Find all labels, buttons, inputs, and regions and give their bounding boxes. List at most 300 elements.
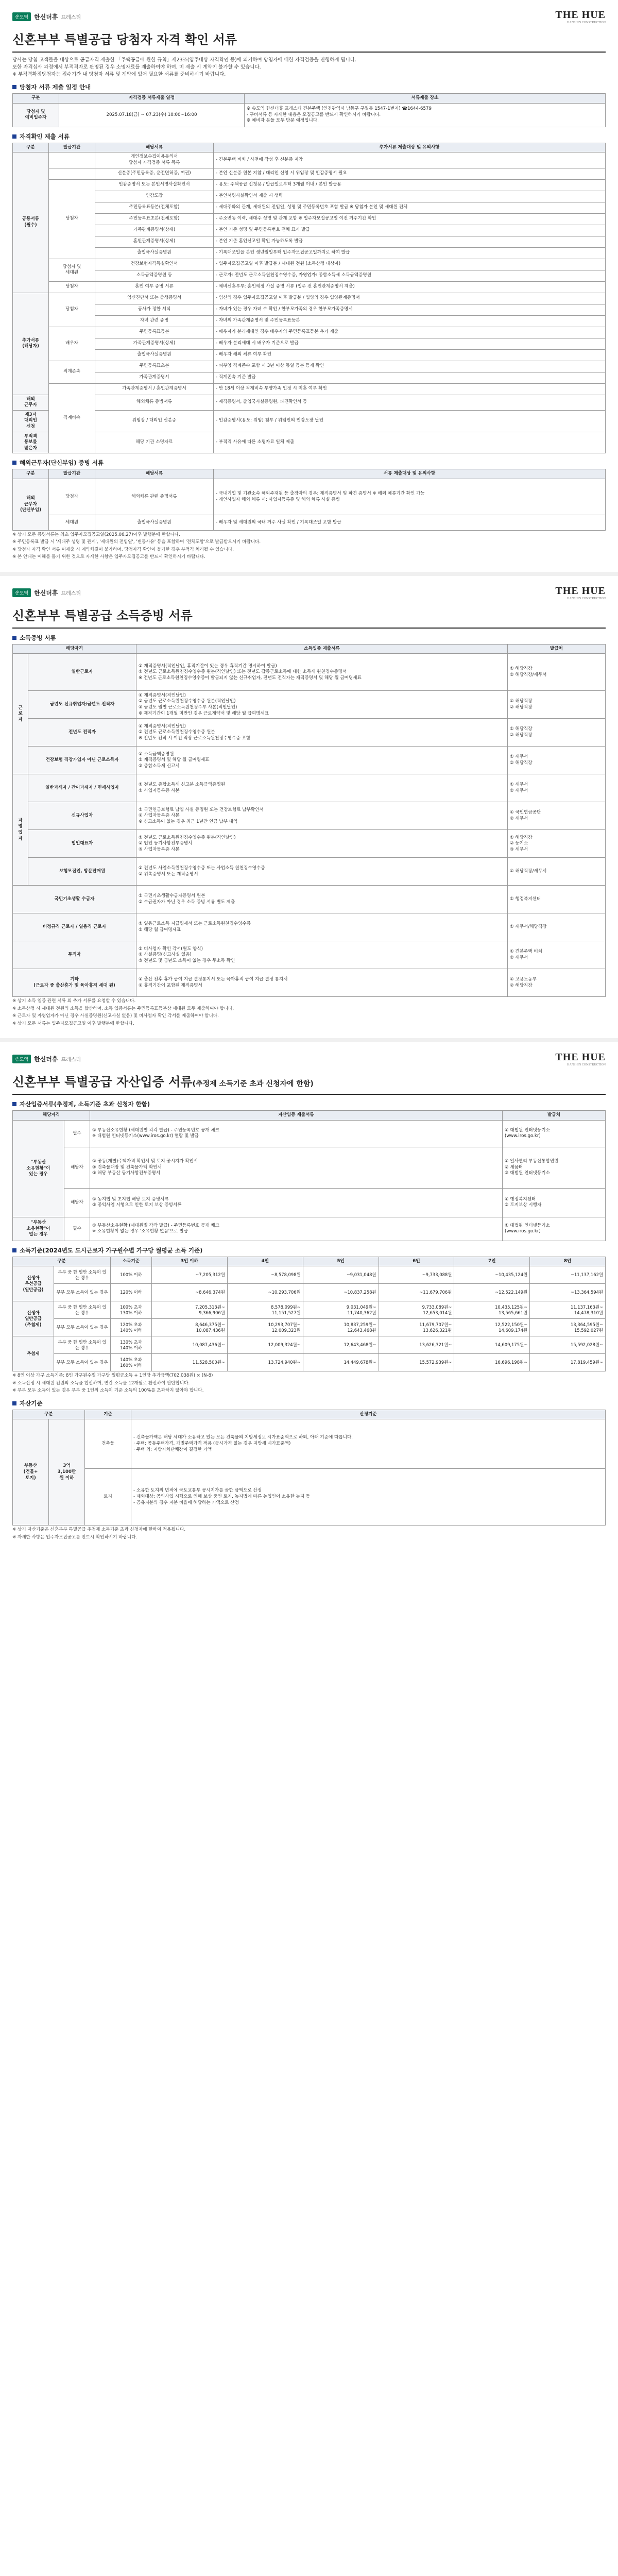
table-row [13, 410, 606, 432]
table-cell: ① 재직증명서(직인날인) ② 금년도 근로소득원천징수영수증 원본(직인날인) ③ 금년도 월별 근로소득원천징수부 사본(직인날인) ※ 재직기간이 1개월 미만인 경우 근로계약서 및 해당 월 급여명세표 [136, 691, 508, 719]
table-header: 발급기관 [49, 143, 95, 152]
table-row [13, 719, 606, 747]
footnote: ※ 본 안내는 이해를 돕기 위한 것으로 자세한 사항은 입주자모집공고를 반드시 확인하시기 바랍니다. [12, 554, 205, 560]
table-cell: 부부 모두 소득이 있는 경우 [54, 1354, 111, 1371]
table-cell: 직계존속 [49, 361, 95, 383]
table-cell: - 건축물가액은 해당 세대가 소유하고 있는 모든 건축물의 지방세정보 시가표준액으로 하되, 아래 기준에 따릅니다. · 주택: 공동주택가격, 개별주택가격 적용 (공시가격 없는 경우 지방세 시가표준액) · 주택 외: 지방자치단체장이 결정한 가액 [131, 1419, 606, 1469]
section-qualification-docs [0, 0, 618, 576]
table-cell: ~10,435,124원 [454, 1266, 530, 1284]
square-bullet-icon [12, 1248, 16, 1252]
table-cell: 주민등록표등본 [95, 327, 214, 338]
subheading [12, 459, 606, 467]
table-cell: 제3자 대리인 신청 [13, 410, 49, 432]
table-cell: ~11,679,706원 [379, 1284, 454, 1301]
table-cell: ① 공동(개별)주택가격 확인서 및 토지 공시지가 확인서 ② 건축물대장 및 건축물가액 확인서 ③ 해당 부동산 등기사항전부증명서 [90, 1147, 503, 1188]
table-cell: 건축물 [85, 1419, 131, 1469]
table-cell: 보험모집인, 방문판매원 [28, 858, 136, 886]
table-row [13, 361, 606, 372]
table-cell: 가족관계증명서(상세) [95, 225, 214, 236]
table-cell: 소득금액증명원 등 [95, 270, 214, 281]
table-cell: 14,449,678원~ [303, 1354, 379, 1371]
footnote: ※ 당첨자 자격 확인 서류 미제출 시 계약체결이 불가하며, 당첨자격 확인이 불가한 경우 부적격 처리될 수 있습니다. [12, 547, 234, 552]
table-row [13, 327, 606, 338]
table-header: 구분 [13, 469, 49, 479]
table-cell: 11,528,500원~ [152, 1354, 228, 1371]
table-cell: - 인감증명서(용도: 위임) 첨부 / 위임인의 인감도장 날인 [214, 410, 606, 432]
table-cell: ① 국민기초생활수급자증명서 원본 ② 수급권자가 아닌 경우 소득 증빙 서류 별도 제출 [136, 886, 508, 913]
brand-header [12, 9, 606, 24]
table-cell: 필수 [64, 1120, 90, 1147]
table-cell: 부부 중 한 명만 소득이 있는 경우 [54, 1266, 111, 1284]
table-row [13, 802, 606, 830]
table-row [13, 1336, 606, 1354]
square-bullet-icon [12, 636, 16, 640]
brand-name: 한신더휴 [34, 1056, 58, 1063]
table-cell: ~11,137,162원 [530, 1266, 606, 1284]
table-cell: 출입국사실증명원 [95, 247, 214, 259]
docs-table [12, 143, 606, 454]
table-header-row [13, 1257, 606, 1266]
subheading-text: 소득증빙 서류 [20, 634, 56, 641]
table-cell: 신생아 우선공급 (일반공급) [13, 1266, 54, 1301]
table-cell: ① 대법원 인터넷등기소 (www.iros.go.kr) [503, 1217, 606, 1241]
table-row [13, 1354, 606, 1371]
table-cell: - 국내기업 및 기관소속 해외주재원 등 출장자의 경우: 재직증명서 및 파견 증명서 ※ 해외 체류기간 확인 가능 - 개인사업자 해외 체류 시: 사업자등록증 및 해외 체류 사실 증빙 [214, 479, 606, 515]
table-row [13, 270, 606, 281]
table-row [13, 1147, 606, 1188]
table-cell: 120% 초과 140% 이하 [111, 1319, 152, 1336]
table-row [13, 1188, 606, 1217]
table-cell: 9,733,089원~ 12,653,014원 [379, 1301, 454, 1319]
table-header: 5인 [303, 1257, 379, 1266]
table-cell: - 세대주와의 관계, 세대원의 전입일, 성명 및 주민등록번호 포함 발급 ※ 당첨자 본인 및 세대원 전체 [214, 202, 606, 213]
table-row [13, 383, 606, 395]
subheading-text: 소득기준(2024년도 도시근로자 가구원수별 가구당 월평균 소득 기준) [20, 1246, 203, 1254]
table-row [13, 432, 606, 453]
table-cell: 근 로 자 [13, 654, 28, 774]
table-cell: ~8,646,374원 [152, 1284, 228, 1301]
table-cell: ~12,522,149원 [454, 1284, 530, 1301]
table-cell: 자 영 업 자 [13, 774, 28, 886]
brand-suffix: 프레스티 [61, 15, 81, 21]
table-row [13, 395, 606, 410]
footnote: ※ 상기 소득 입증 관련 서류 외 추가 서류를 요청할 수 있습니다. [12, 998, 136, 1004]
income-docs-table [12, 644, 606, 997]
table-cell: ① 행정복지센터 ② 토지보상 시행자 [503, 1188, 606, 1217]
table-header: 소득기준 [111, 1257, 152, 1266]
table-row [13, 1217, 606, 1241]
table-cell: 일반과세자 / 간이과세자 / 면세사업자 [28, 774, 136, 802]
footnotes [12, 998, 606, 1027]
table-cell: 12,522,150원~ 14,609,174원 [454, 1319, 530, 1336]
table-row [13, 179, 606, 191]
table-row [13, 886, 606, 913]
table-cell: 공통서류 (필수) [13, 152, 49, 293]
table-cell: 8,578,099원~ 11,151,527원 [227, 1301, 303, 1319]
table-cell: 자녀 관련 증빙 [95, 315, 214, 327]
footnotes [12, 1372, 606, 1394]
brand-left [12, 1055, 81, 1063]
logo-sub: HANSHIN CONSTRUCTION [567, 21, 606, 24]
table-cell: 해외 근무자 [13, 395, 49, 410]
the-hue-logo [555, 1052, 606, 1066]
table-cell: ① 국민연금보험료 납입 사실 증명원 또는 건강보험료 납부확인서 ② 사업자등록증 사본 ※ 신고소득이 없는 경우 최근 1년간 연금 납부 내역 [136, 802, 508, 830]
table-row [13, 225, 606, 236]
brand-header [12, 585, 606, 600]
table-cell: 17,819,459원~ [530, 1354, 606, 1371]
table-cell: 10,837,259원~ 12,643,468원 [303, 1319, 379, 1336]
logo-sub: HANSHIN CONSTRUCTION [567, 1063, 606, 1067]
table-cell: - 견본주택 비치 / 사전에 작성 후 신분증 지참 [214, 152, 606, 168]
table-cell: 추첨제 [13, 1336, 54, 1371]
table-cell: ① 세무서/해당직장 [508, 913, 606, 941]
table-cell: 위임장 / 대리인 신분증 [95, 410, 214, 432]
subheading [12, 1399, 606, 1408]
table-cell: 13,364,595원~ 15,592,027원 [530, 1319, 606, 1336]
table-row [13, 1469, 606, 1526]
table-row [13, 1284, 606, 1301]
table-cell: - 용도: 주택공급 신청용 / 발급일로부터 3개월 이내 / 본인 발급용 [214, 179, 606, 191]
table-cell: ① 일사편리 부동산통합민원 ② 세움터 ③ 대법원 인터넷등기소 [503, 1147, 606, 1188]
subheading [12, 1246, 606, 1255]
table-header: 서류제출 장소 [245, 94, 606, 104]
table-cell: 임신진단서 또는 출생증명서 [95, 293, 214, 304]
footnote: ※ 8인 이상 가구 소득기준: 8인 가구원수별 가구당 월평균소득 + 1인당 추가금액(702,038원) × (N-8) [12, 1373, 213, 1379]
subheading-text: 해외근무자(단신부임) 증빙 서류 [20, 459, 104, 467]
the-hue-logo [555, 9, 606, 24]
table-cell: 당첨자 [49, 179, 95, 259]
table-cell: - 직계존속 기준 발급 [214, 372, 606, 383]
table-cell: "부동산 소유현황"이 있는 경우 [13, 1120, 64, 1217]
logo-sub: HANSHIN CONSTRUCTION [567, 597, 606, 600]
table-row [13, 338, 606, 349]
table-cell: - 예비신혼부부: 혼인예정 사실 증명 서류 (입주 전 혼인관계증명서 제출) [214, 281, 606, 293]
table-cell: - 임신의 경우 입주자모집공고일 이후 발급분 / 입양의 경우 입양관계증명서 [214, 293, 606, 304]
page-title: 신혼부부 특별공급 소득증빙 서류 [12, 605, 606, 629]
table-header: 자격검증 서류제출 일정 [59, 94, 245, 104]
table-cell: ① 재직증명서(직인날인) ② 전년도 근로소득원천징수영수증 원본 ※ 전년도 전직 시 이전 직장 근로소득원천징수영수증 포함 [136, 719, 508, 747]
footnote: ※ 소득산정 시 세대원 전원의 소득을 합산하며, 소득 입증서류는 주민등록표등본상 세대원 모두 제출하여야 합니다. [12, 1006, 234, 1011]
table-row [13, 1120, 606, 1147]
table-header: 추가서류 제출대상 및 유의사항 [214, 143, 606, 152]
table-cell: 11,679,707원~ 13,626,321원 [379, 1319, 454, 1336]
table-cell: 주민등록표초본(전체포함) [95, 213, 214, 225]
brand-left [12, 12, 81, 21]
note: ※ 부적격확정당첨자는 접수기간 내 당첨자 서류 및 계약에 있어 필요한 서류를 준비하시기 바랍니다. [12, 71, 226, 77]
table-cell: ① 세무서 ② 세무서 [508, 774, 606, 802]
footnote: ※ 근로자 및 자영업자가 아닌 경우 사실증명원(신고사실 없음) 및 비사업자 확인 각서를 제출하여야 합니다. [12, 1013, 219, 1019]
table-cell: ① 농지법 및 초지법 해당 토지 증빙서류 ② 공익사업 시행으로 인한 토지 보상 증빙서류 [90, 1188, 503, 1217]
page-title [12, 1072, 606, 1095]
asset-docs-table [12, 1110, 606, 1241]
table-cell: 주민등록표등본(전체포함) [95, 202, 214, 213]
brand-name: 한신더휴 [34, 13, 58, 21]
table-cell: ~13,364,594원 [530, 1284, 606, 1301]
table-cell: 건강보험자격득실확인서 [95, 259, 214, 270]
table-row [13, 1319, 606, 1336]
table-header-row [13, 94, 606, 104]
table-cell [49, 168, 95, 179]
section-income-docs [0, 576, 618, 1042]
brand-badge: 송도역 [12, 588, 31, 597]
table-row [13, 293, 606, 304]
square-bullet-icon [12, 1401, 16, 1405]
table-cell: 출입국사실증명원 [95, 515, 214, 531]
table-cell: 9,031,049원~ 11,740,362원 [303, 1301, 379, 1319]
table-cell: - 피부양 직계존속 포함 시 3년 이상 동일 등본 등재 확인 [214, 361, 606, 372]
intro-notes [12, 57, 606, 78]
subheading-text: 당첨자 서류 제출 일정 안내 [20, 83, 91, 91]
table-cell: 공사가 정한 서식 [95, 304, 214, 315]
table-row [13, 1266, 606, 1284]
footnotes [12, 1527, 606, 1540]
table-cell: - 본인 신분증 원본 지참 / 대리인 신청 시 위임장 및 인감증명서 필요 [214, 168, 606, 179]
table-row [13, 1301, 606, 1319]
table-cell: 혼인 여부 증빙 서류 [95, 281, 214, 293]
table-cell: 해당자 [64, 1188, 90, 1217]
table-header: 소득입증 제출서류 [136, 644, 508, 654]
table-row [13, 168, 606, 179]
table-row [13, 281, 606, 293]
table-cell: 당첨자 [49, 281, 95, 293]
square-bullet-icon [12, 461, 16, 465]
table-cell: 7,205,313원~ 9,366,906원 [152, 1301, 228, 1319]
table-cell: - 배우자가 분리세대인 경우 배우자의 주민등록표등본 추가 제출 [214, 327, 606, 338]
table-cell: 3억 3,100만 원 이하 [49, 1419, 85, 1526]
table-cell: - 자녀의 가족관계증명서 및 주민등록표등본 [214, 315, 606, 327]
table-row [13, 191, 606, 202]
table-cell: 10,293,707원~ 12,009,323원 [227, 1319, 303, 1336]
note: 또한 자격심사 과정에서 부적격자로 판명된 경우 소명자료를 제출하여야 하며, 미 제출 시 계약이 불가할 수 있습니다. [12, 64, 261, 70]
table-cell: 출입국사실증명원 [95, 349, 214, 361]
page-title: 신혼부부 특별공급 당첨자 자격 확인 서류 [12, 29, 606, 53]
table-row [13, 315, 606, 327]
table-cell: 12,009,324원~ [227, 1336, 303, 1354]
table-cell: 추가서류 (해당자) [13, 293, 49, 395]
table-cell: 인감증명서 또는 본인서명사실확인서 [95, 179, 214, 191]
table-cell: 100% 이하 [111, 1266, 152, 1284]
subheading-text: 자산기준 [20, 1399, 43, 1407]
table-cell: 13,724,940원~ [227, 1354, 303, 1371]
table-cell: ~9,031,048원 [303, 1266, 379, 1284]
logo-text: THE HUE [555, 9, 606, 21]
table-cell: 부부 중 한 명만 소득이 있는 경우 [54, 1336, 111, 1354]
income-table-body [13, 654, 606, 997]
table-cell: - 재직증명서, 출입국사실증명원, 파견확인서 등 [214, 395, 606, 410]
title-text: 신혼부부 특별공급 자산입증 서류 [12, 1075, 193, 1090]
table-cell: ① 부동산소유현황 (세대원별 각각 발급) - 주민등록번호 공개 체크 ※ 대법원 인터넷등기소(www.iros.go.kr) 열람 및 발급 [90, 1120, 503, 1147]
table-cell: 필수 [64, 1217, 90, 1241]
section-asset-docs [0, 1042, 618, 1552]
table-cell: 해외체류 증빙서류 [95, 395, 214, 410]
table-cell: ① 고용노동부 ② 해당직장 [508, 969, 606, 997]
table-cell: ① 전년도 근로소득원천징수영수증 원본(직인날인) ② 법인 등기사항전부증명서 ③ 사업자등록증 사본 [136, 830, 508, 858]
table-header: 해당서류 [95, 143, 214, 152]
table-cell: - 근로자: 전년도 근로소득원천징수영수증, 자영업자: 종합소득세 소득금액증명원 [214, 270, 606, 281]
table-cell: - 소유한 토지의 면적에 국토교통부 공시지가를 곱한 금액으로 산정 - 제외대상: 공익사업 시행으로 인해 보상 중인 토지, 농지법에 따른 농업인이 소유한 농지 등 - 공유지분의 경우 지분 비율에 해당하는 가액으로 산정 [131, 1469, 606, 1526]
table-cell: ① 재직증명서(직인날인, 휴직기간이 있는 경우 휴직기간 명시하여 발급) ② 전년도 근로소득원천징수영수증 원본(직인날인) 또는 전년도 갑종근로소득에 대한 소득세 원천징수증명서 ※ 전년도 근로소득원천징수영수증이 발급되지 않는 신규취업자, 전년도 전직자는 재직증명서 및 해당 월 급여명세표 [136, 654, 508, 691]
table-header: 해당자격 [13, 1111, 90, 1121]
subheading [12, 634, 606, 642]
table-cell: - 배우자 및 세대원의 국내 거주 사실 확인 / 기록대조일 포함 발급 [214, 515, 606, 531]
table-cell: 개인정보수집이용동의서 당첨자 자격검증 서류 목록 [95, 152, 214, 168]
brand-suffix: 프레스티 [61, 590, 81, 597]
table-cell: 법인대표자 [28, 830, 136, 858]
table-cell: "부동산 소유현황"이 없는 경우 [13, 1217, 64, 1241]
table-cell: 신생아 일반공급 (추첨제) [13, 1301, 54, 1336]
subheading [12, 83, 606, 91]
table-cell: 16,696,198원~ [454, 1354, 530, 1371]
table-cell: - 본인 기준 성명 및 주민등록번호 전체 표시 발급 [214, 225, 606, 236]
table-cell: ① 출산 전후 휴가 급여 지급 결정통지서 또는 육아휴직 급여 지급 결정 통지서 ② 휴직기간이 포함된 재직증명서 [136, 969, 508, 997]
table-cell: 130% 초과 140% 이하 [111, 1336, 152, 1354]
table-header: 구분 [13, 1257, 111, 1266]
square-bullet-icon [12, 1102, 16, 1106]
the-hue-logo [555, 585, 606, 600]
table-row [13, 103, 606, 127]
table-cell: 120% 이하 [111, 1284, 152, 1301]
table-cell: 건강보험 직장가입자 아닌 근로소득자 [28, 747, 136, 774]
subheading-text: 자산입증서류(추정제, 소득기준 초과 신청자 한함) [20, 1100, 150, 1108]
table-cell: - 본인 기준 혼인신고일 확인 가능하도록 발급 [214, 236, 606, 247]
table-cell: ① 전년도 종합소득세 신고분 소득금액증명원 ② 사업자등록증 사본 [136, 774, 508, 802]
footnote: ※ 부부 모두 소득이 있는 경우 부부 중 1인의 소득이 기준 소득의 100%를 초과하지 않아야 합니다. [12, 1388, 204, 1394]
table-cell: 10,087,436원~ [152, 1336, 228, 1354]
table-row [13, 372, 606, 383]
square-bullet-icon [12, 85, 16, 89]
table-header: 발급기관 [49, 469, 95, 479]
table-header: 산정기준 [131, 1410, 606, 1419]
table-header: 구분 [13, 94, 59, 104]
brand-header [12, 1052, 606, 1066]
table-header: 3인 이하 [152, 1257, 228, 1266]
table-cell: 부동산 (건물+ 토지) [13, 1419, 49, 1526]
footnote: ※ 상기 모든 증명서류는 최초 입주자모집공고일(2025.06.27)이후 발행분에 한합니다. [12, 532, 180, 538]
subheading [12, 132, 606, 141]
logo-text: THE HUE [555, 1052, 606, 1063]
table-cell: 당첨자 [49, 293, 95, 327]
table-row [13, 913, 606, 941]
table-cell: ① 전년도 사업소득원천징수영수증 또는 사업소득 원천징수영수증 ② 위촉증명서 또는 재직증명서 [136, 858, 508, 886]
table-row [13, 515, 606, 531]
logo-text: THE HUE [555, 585, 606, 597]
table-cell: ① 해당직장 ② 해당직장 [508, 691, 606, 719]
table-cell: 당첨자 [49, 479, 95, 515]
brand-badge: 송도역 [12, 12, 31, 21]
table-cell: ~10,293,706원 [227, 1284, 303, 1301]
table-cell: 11,137,163원~ 14,478,310원 [530, 1301, 606, 1319]
table-cell: - 만 18세 이상 직계비속 부양가족 인정 시 미혼 여부 확인 [214, 383, 606, 395]
table-cell: 인감도장 [95, 191, 214, 202]
table-cell: 15,592,028원~ [530, 1336, 606, 1354]
subheading [12, 1100, 606, 1108]
income-standard-body [13, 1266, 606, 1371]
table-cell: 당첨자 및 세대원 [49, 259, 95, 281]
table-cell: 15,572,939원~ [379, 1354, 454, 1371]
table-cell: ① 일용근로소득 지급명세서 또는 근로소득원천징수영수증 ② 해당 월 급여명세표 [136, 913, 508, 941]
table-row [13, 941, 606, 969]
table-header-row [13, 1111, 606, 1121]
table-header-row [13, 469, 606, 479]
table-cell: 혼인관계증명서(상세) [95, 236, 214, 247]
table-row [13, 259, 606, 270]
table-row [13, 202, 606, 213]
table-cell: ~9,733,088원 [379, 1266, 454, 1284]
table-cell: 2025.07.18(금) ~ 07.23(수) 10:00~16:00 [59, 103, 245, 127]
table-header: 발급처 [503, 1111, 606, 1121]
table-cell: 부부 중 한 명만 소득이 있는 경우 [54, 1301, 111, 1319]
table-row [13, 304, 606, 315]
table-header: 해당서류 [95, 469, 214, 479]
table-cell: 토지 [85, 1469, 131, 1526]
table-header: 서류 제출대상 및 유의사항 [214, 469, 606, 479]
table-cell: - 자녀가 있는 경우 자녀 수 확인 / 한부모가족의 경우 한부모가족증명서 [214, 304, 606, 315]
table-cell: 무직자 [13, 941, 136, 969]
table-cell: 8,646,375원~ 10,087,436원 [152, 1319, 228, 1336]
table-cell: 세대원 [49, 515, 95, 531]
table-row [13, 213, 606, 225]
docs-table-body [13, 152, 606, 453]
table-header: 8인 [530, 1257, 606, 1266]
table-cell: 신규사업자 [28, 802, 136, 830]
table-cell: - 주소변동 이력, 세대주 성명 및 관계 포함 ※ 입주자모집공고일 이전 거주기간 확인 [214, 213, 606, 225]
table-cell: ① 세무서 ② 해당직장 [508, 747, 606, 774]
table-header-row [13, 143, 606, 152]
schedule-table [12, 93, 606, 127]
table-cell: 신분증(주민등록증, 운전면허증, 여권) [95, 168, 214, 179]
table-cell: 주민등록표초본 [95, 361, 214, 372]
footnotes [12, 532, 606, 561]
table-cell: ① 대법원 인터넷등기소 (www.iros.go.kr) [503, 1120, 606, 1147]
table-row [13, 969, 606, 997]
table-row [13, 1419, 606, 1469]
table-row [13, 858, 606, 886]
table-cell: 가족관계증명서(상세) [95, 338, 214, 349]
table-cell: 배우자 [49, 327, 95, 361]
footnote: ※ 상기 모든 서류는 입주자모집공고일 이후 발행분에 한합니다. [12, 1021, 134, 1026]
table-cell: ① 소득금액증명원 ② 재직증명서 및 해당 월 급여명세표 ③ 종합소득세 신고서 [136, 747, 508, 774]
table-cell: 10,435,125원~ 13,565,661원 [454, 1301, 530, 1319]
table-cell: 금년도 신규취업자/금년도 전직자 [28, 691, 136, 719]
table-cell: ~10,837,258원 [303, 1284, 379, 1301]
asset-standard-table [12, 1410, 606, 1526]
table-cell: ① 행정복지센터 [508, 886, 606, 913]
table-cell: 직계비속 [49, 383, 95, 453]
table-header-row [13, 644, 606, 654]
footnote: ※ 소득산정 시 세대원 전원의 소득을 합산하며, 연간 소득을 12개월로 환산하여 판단합니다. [12, 1380, 190, 1386]
table-cell: ① 국민연금공단 ② 세무서 [508, 802, 606, 830]
table-cell: 비정규직 근로자 / 일용직 근로자 [13, 913, 136, 941]
footnote: ※ 상기 자산기준은 신혼부부 특별공급 추첨제 소득기준 초과 신청자에 한하여 적용됩니다. [12, 1527, 186, 1533]
footnote: ※ 주민등록표 발급 시 '세대주 성명 및 관계', '세대원의 전입일', '변동사유' 등을 포함하여 '전체포함'으로 발급받으시기 바랍니다. [12, 539, 261, 545]
footnote: ※ 자세한 사항은 입주자모집공고를 반드시 확인하시기 바랍니다. [12, 1534, 138, 1540]
table-row [13, 774, 606, 802]
table-header: 7인 [454, 1257, 530, 1266]
table-cell: ※ 송도역 한신더휴 프레스티 견본주택 (인천광역시 남동구 구월동 1547-1번지) ☎1644-6579 - 구비서류 등 자세한 내용은 모집공고를 반드시 확인하시기 바랍니다. ※ 예비자 분들 모두 방문 예정입니다. [245, 103, 606, 127]
table-cell: 기타 (근로자 중 출산휴가 및 육아휴직 세대 원) [13, 969, 136, 997]
table-cell: - 부적격 사유에 따른 소명자료 일체 제출 [214, 432, 606, 453]
table-cell: 가족관계증명서 [95, 372, 214, 383]
table-cell: 당첨자 및 예비입주자 [13, 103, 59, 127]
table-row [13, 747, 606, 774]
table-row [13, 691, 606, 719]
table-cell: - 입주자모집공고일 이후 발급분 / 세대원 전원 (소득산정 대상자) [214, 259, 606, 270]
table-cell: 부부 모두 소득이 있는 경우 [54, 1284, 111, 1301]
table-cell: 부부 모두 소득이 있는 경우 [54, 1319, 111, 1336]
overseas-table [12, 469, 606, 531]
note: 당사는 당첨 고객들을 대상으로 공급자격 제출한 「주택공급에 관한 규칙」제23조(입주대상 자격확인 등)에 의거하여 당첨자에 대한 자격검증을 진행하게 됩니다. [12, 57, 356, 63]
table-cell: 해외체류 관련 증명서류 [95, 479, 214, 515]
